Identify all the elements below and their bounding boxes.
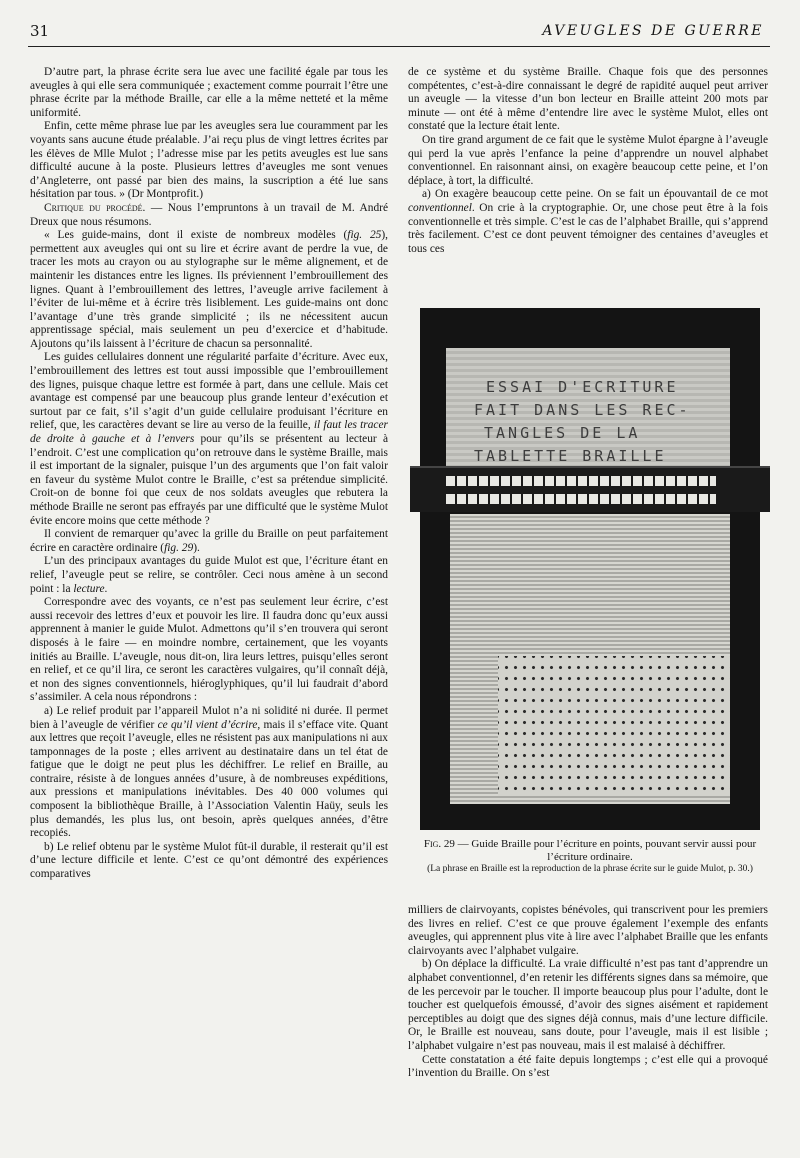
running-title: AVEUGLES DE GUERRE (542, 23, 764, 39)
paragraph: Les guides cellulaires donnent une régularité parfaite d’écriture. Avec eux, l’embrouillement des lettres est tout aussi impossible que l’embrouillement des lignes, puisque chaque lettre est formée à part, dans une cellule. Mais cet avantage est compensé par une beaucoup plus grande lenteur d’exécution et surtout par ce fait, s’il s’agit d’un guide cellulaire produisant l’écriture en relief, que, les caractères devant se lire au verso de la feuille, il faut les tracer de droite à gauche et à l’envers pour qu’ils se présentent au lecteur à l’endroit. C’est une complication qu’on retrouve dans le système Braille, mais il est important de la signaler, puisque l’un des arguments que l’on fait valoir en faveur du système Mulot contre le Braille, c’est sa prétendue simplicité. Croit-on de bonne foi que ceux de nos soldats aveugles que rebutera la méthode Braille ne seront pas effrayés par une difficulté que le système Mulot évite encore moins que cette méthode ? (30, 351, 388, 527)
stencil-line: FAIT DANS LES REC- (474, 401, 691, 419)
paragraph: On tire grand argument de ce fait que le système Mulot épargne à l’aveugle qui perd la vue après l’enfance la peine d’apprendre un nouvel alphabet conventionnel. En raisonnant ainsi, on exagère beaucoup cette peine, et l’on déplace, à tort, la difficulté. (408, 133, 768, 187)
page-number: 31 (30, 22, 50, 40)
paragraph: Il convient de remarquer qu’avec la grille du Braille on peut parfaitement écrire en caractère ordinaire (fig. 29). (30, 528, 388, 554)
emphasis: lecture (73, 582, 105, 595)
figure-caption: Fig. 29 — Guide Braille pour l’écriture en points, pouvant servir aussi pour l’écriture ordinaire. (La phrase en Braille est la reproduction de la phrase écrite sur le guide Mulot, p. 30.) (420, 838, 760, 875)
paragraph: b) On déplace la difficulté. La vraie difficulté n’est pas tant d’apprendre un alphabet conventionnel, d’en retenir les différents signes dans sa mémoire, que de les percevoir par le toucher. Il importe beaucoup plus pour l’adulte, dont le toucher est quelquefois émoussé, d’avoir des signes aisément et rapidement perceptibles au doigt que des signes déjà connus, mais d’une lecture difficile. Or, le Braille est nouveau, sans doute, pour l’aveugle, mais il est lisible ; l’alphabet vulgaire n’est pas nouveau, mais il est malaisé à déchiffrer. (408, 958, 768, 1052)
caption-label: Fig. 29 (423, 838, 455, 850)
cell-row (446, 476, 716, 486)
guide-clip-bar (410, 466, 770, 512)
paragraph: Critique du procédé. — Nous l’empruntons à un travail de M. André Dreux que nous résumons. (30, 201, 388, 228)
emphasis: ce qu’il vient d’écrire (157, 718, 258, 731)
stencil-line: TANGLES DE LA (484, 424, 641, 442)
caption-note: (La phrase en Braille est la reproduction de la phrase écrite sur le guide Mulot, p. 30.) (427, 864, 753, 874)
paragraph: Cette constatation a été faite depuis longtemps ; c’est elle qui a provoqué l’invention du Braille. On s’est (408, 1053, 768, 1080)
paragraph: Enfin, cette même phrase lue par les aveugles sera lue couramment par les voyants sans aucune étude préalable. J’ai reçu plus de vingt lettres écrites par les élèves de Mlle Mulot ; l’adresse mise par les petits aveugles est lue sans difficulté aucune à la poste. Plusieurs lettres d’aveugles me sont venues d’Angleterre, ont passé par bien des mains, la suscription a été lue sans hésitation par tous. » (Dr Montprofit.) (30, 120, 388, 201)
paragraph: L’un des principaux avantages du guide Mulot est que, l’écriture étant en relief, l’aveugle peut se relire, se contrôler. Ceci nous amène à un second point : la lecture. (30, 555, 388, 595)
paragraph: Correspondre avec des voyants, ce n’est pas seulement leur écrire, c’est aussi recevoir des lettres d’eux et pouvoir les lire. Il faudra donc qu’eux aussi apprennent à manier le guide Mulot. Admettons qu’il s’en trouvera qui seront disposés à le faire — en moindre nombre, certainement, que les voyants initiés au Braille. L’aveugle, nous dit-on, lira leurs lettres, puisqu’elles seront en relief, et ce qu’il lira, ce seront les caractères vulgaires, qu’il connaît déjà, et non des signes conventionnels, hiéroglyphiques, qu’il lui faudrait d’abord s’assimiler. A cela nous répondrons : (30, 596, 388, 704)
figure-braille-guide-photo (420, 308, 760, 830)
paragraph: « Les guide-mains, dont il existe de nombreux modèles (fig. 25), permettent aux aveugles qui ont su lire et écrire avant de perdre la vue, de tracer les mots au crayon ou au stylographe sur le même alignement, et de maintenir les distances entre les lignes. Ils préviennent l’embrouillement des lignes. Quant à l’embrouillement des lettres, l’aveugle arrive facilement à l’éviter de lui-même et à écrire très lisiblement. Les guide-mains ont donc l’avantage d’une très grande simplicité ; ils ne nécessitent aucun apprentissage spécial, mais seulement un peu d’exercice et d’habitude. Ajoutons qu’ils laissent à l’écriture de chacun sa personnalité. (30, 229, 388, 350)
paragraph: a) On exagère beaucoup cette peine. On se fait un épouvantail de ce mot conventionnel. On crie à la cryptographie. Or, une chose peut être à la fois conventionnelle et très simple. C’est le cas de l’alphabet Braille, qui s’apprend très facilement. C’est ce dont peuvent témoigner des centaines d’aveugles et tous ces (408, 188, 768, 255)
braille-sheet (498, 656, 730, 796)
emphasis: il faut les tracer de droite à gauche et à l’envers (30, 419, 388, 446)
stencil-line: ESSAI D'ECRITURE (486, 378, 679, 396)
stencil-line: TABLETTE BRAILLE (474, 447, 667, 465)
paragraph: b) Le relief obtenu par le système Mulot fût-il durable, il resterait qu’il est d’une lecture difficile et lente. C’est ce qu’ont démontré des expériences comparatives (30, 840, 388, 881)
section-heading: Critique du procédé. (44, 201, 146, 214)
figure-reference: fig. 29 (164, 541, 194, 554)
left-column (30, 66, 388, 882)
figure-reference: fig. 25 (347, 229, 382, 242)
paragraph: de ce système et du système Braille. Chaque fois que des personnes compétentes, c’est-à-dire connaissant le degré de rapidité auquel peut arriver un aveugle — la vitesse d’un bon lecteur en Braille atteint 200 mots par minute — ont été à même d’entendre lire avec le système Mulot, elles ont constaté que la lecture était lente. (408, 66, 768, 133)
paragraph: milliers de clairvoyants, copistes bénévoles, qui transcrivent pour les premiers des livres en relief. C’est ce que prouve également l’exemple des enfants aveugles, qui apprennent plus vite à lire avec l’alphabet Braille que les enfants clairvoyants avec l’alphabet vulgaire. (408, 904, 768, 957)
right-column-top (408, 66, 768, 256)
cell-row (446, 494, 716, 504)
mulot-writing-plate (446, 348, 730, 466)
page-header (28, 20, 770, 47)
right-column-bottom (408, 904, 768, 1081)
paragraph: a) Le relief produit par l’appareil Mulot n’a ni solidité ni durée. Il permet bien à l’aveugle de vérifier ce qu’il vient d’écrire, mais il s’efface vite. Quant aux lettres que reçoit l’aveugle, elles ne résistent pas aux manipulations ni aux tamponnages de la poste ; elles arrivent au destinataire dans un tel état de fatigue que le doigt ne peut plus les déchiffrer. Le relief en Braille, au contraire, résiste à de longues années d’usure, à de nombreuses expéditions, aux pressions et manipulations inévitables. Des 40 000 volumes qui composent la bibliothèque Braille, à l’Association Valentin Haüy, seuls les plus demandés, les plus lus, ont besoin, après quelques années, d’être recopiés. (30, 704, 388, 840)
paragraph: D’autre part, la phrase écrite sera lue avec une facilité égale par tous les aveugles à qui elle sera communiquée ; exactement comme pourrait l’être une phrase écrite par la méthode Braille, car elle a la même netteté et la même uniformité. (30, 66, 388, 119)
emphasis: conventionnel (408, 201, 472, 214)
